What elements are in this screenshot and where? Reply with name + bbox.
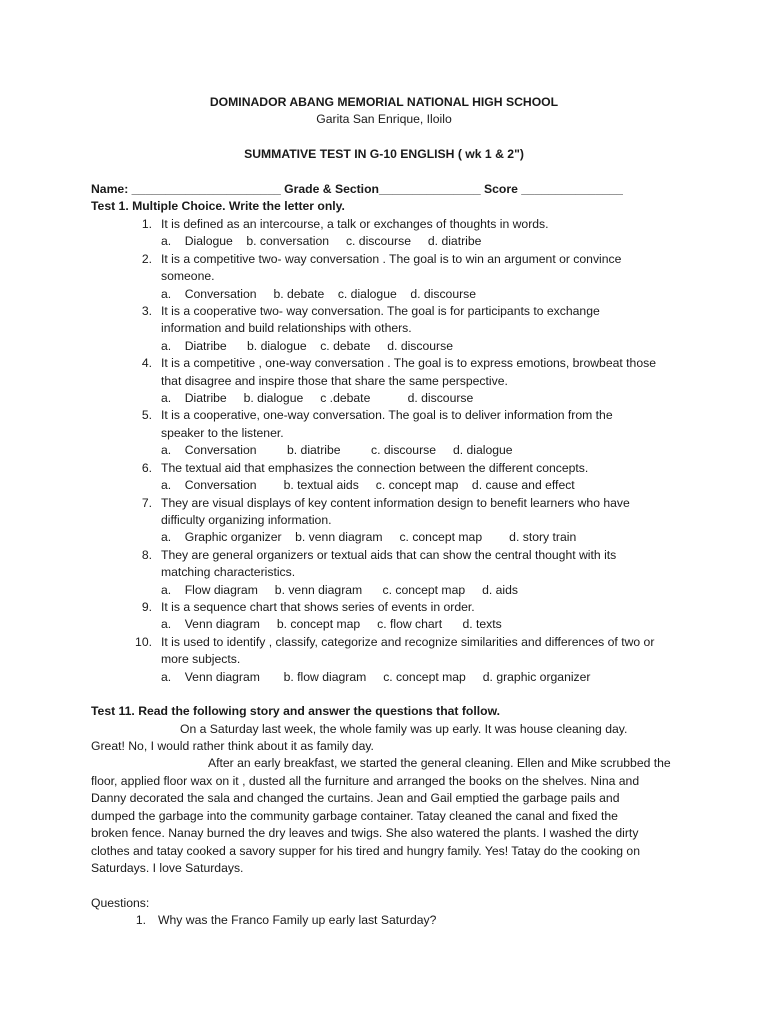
question-number: 8. [141, 548, 152, 562]
school-address: Garita San Enrique, Iloilo [316, 112, 452, 126]
story-line: Saturdays. I love Saturdays. [91, 861, 244, 875]
question-text: It is defined as an intercourse, a talk or exchanges of thoughts in words. [161, 217, 549, 231]
school-name: DOMINADOR ABANG MEMORIAL NATIONAL HIGH SCHOOL [209, 95, 559, 109]
story-line: broken fence. Nanay burned the dry leaves and twigs. She also watered the plants. I washed the dirty [91, 826, 639, 840]
story-line: After an early breakfast, we started the general cleaning. Ellen and Mike scrubbed the [208, 756, 671, 770]
answer-options: a. Diatribe b. dialogue c. debate d. discourse [161, 339, 453, 353]
question-text-cont: speaker to the listener. [161, 426, 284, 440]
question-text-cont: information and build relationships with others. [161, 321, 412, 335]
answer-options: a. Venn diagram b. concept map c. flow chart d. texts [161, 617, 502, 631]
question-text: It is a sequence chart that shows series of events in order. [161, 600, 475, 614]
question-text: It is a cooperative, one-way conversation. The goal is to deliver information from the [161, 408, 613, 422]
question-number: 1. [141, 217, 152, 231]
questions-label: Questions: [91, 896, 150, 910]
question-text: It is a cooperative two- way conversation. The goal is for participants to exchange [161, 304, 600, 318]
question-number: 6. [141, 461, 152, 475]
answer-options: a. Dialogue b. conversation c. discourse d. diatribe [161, 234, 482, 248]
question-text: It is a competitive two- way conversation . The goal is to win an argument or convince [161, 252, 622, 266]
answer-options: a. Conversation b. diatribe c. discourse d. dialogue [161, 443, 513, 457]
question-number: 4. [141, 356, 152, 370]
test2-instruction: Test 11. Read the following story and answer the questions that follow. [91, 704, 501, 718]
question-text: They are visual displays of key content information design to benefit learners who have [161, 496, 630, 510]
answer-options: a. Venn diagram b. flow diagram c. concept map d. graphic organizer [161, 670, 591, 684]
question-text: They are general organizers or textual aids that can show the central thought with its [161, 548, 617, 562]
question-text-cont: matching characteristics. [161, 565, 296, 579]
question-text-cont: difficulty organizing information. [161, 513, 332, 527]
answer-options: a. Diatribe b. dialogue c .debate d. discourse [161, 391, 474, 405]
story-line: floor, applied floor wax on it , dusted all the furniture and arranged the books on the shelves. Nina and [91, 774, 640, 788]
question-number: 10. [135, 635, 152, 649]
question-text-cont: someone. [161, 269, 215, 283]
name-grade-score-line: Name: ______________________ Grade & Section_______________ Score _______________ [91, 182, 623, 196]
answer-options: a. Conversation b. textual aids c. concept map d. cause and effect [161, 478, 575, 492]
test-title: SUMMATIVE TEST IN G-10 ENGLISH ( wk 1 & 2") [244, 147, 524, 161]
question-text: Why was the Franco Family up early last Saturday? [158, 913, 437, 927]
answer-options: a. Flow diagram b. venn diagram c. concept map d. aids [161, 583, 518, 597]
question-text-cont: that disagree and inspire those that share the same perspective. [161, 374, 508, 388]
question-number: 7. [141, 496, 152, 510]
question-number: 9. [141, 600, 152, 614]
question-text: It is a competitive , one-way conversation . The goal is to express emotions, browbeat those [161, 356, 656, 370]
story-line: clothes and tatay cooked a savory supper for his tired and hungry family. Yes! Tatay do the cooking on [91, 844, 640, 858]
question-text-cont: more subjects. [161, 652, 241, 666]
test1-instruction: Test 1. Multiple Choice. Write the letter only. [91, 199, 345, 213]
question-number: 5. [141, 408, 152, 422]
story-line: Danny decorated the sala and changed the curtains. Jean and Gail emptied the garbage pails and [91, 791, 620, 805]
question-number: 3. [141, 304, 152, 318]
story-line: Great! No, I would rather think about it as family day. [91, 739, 374, 753]
answer-options: a. Graphic organizer b. venn diagram c. concept map d. story train [161, 530, 577, 544]
story-line: dumped the garbage into the community garbage container. Tatay cleaned the canal and fixed the [91, 809, 618, 823]
question-text: The textual aid that emphasizes the connection between the different concepts. [161, 461, 589, 475]
question-text: It is used to identify , classify, categorize and recognize similarities and differences of two or [161, 635, 655, 649]
answer-options: a. Conversation b. debate c. dialogue d. discourse [161, 287, 477, 301]
question-number: 1. [135, 913, 146, 927]
story-line: On a Saturday last week, the whole family was up early. It was house cleaning day. [180, 722, 628, 736]
question-number: 2. [141, 252, 152, 266]
